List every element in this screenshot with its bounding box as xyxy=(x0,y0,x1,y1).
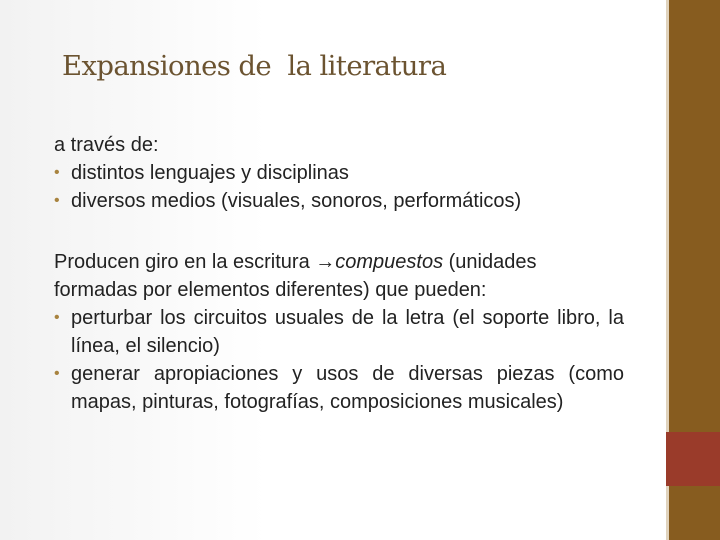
paragraph-prefix: Producen giro en la escritura xyxy=(54,251,316,273)
bullet-text: distintos lenguajes y disciplinas xyxy=(71,162,349,184)
bullet-icon: • xyxy=(54,192,60,209)
bullet-text: diversos medios (visuales, sonoros, performáticos) xyxy=(71,190,522,212)
arrow-icon: → xyxy=(315,251,336,273)
paragraph-line-2: formadas por elementos diferentes) que pueden: xyxy=(54,279,487,301)
list-item xyxy=(54,304,624,360)
bullet-text: perturbar los circuitos usuales de la letra (el soporte libro, la línea, el silencio) xyxy=(71,307,624,357)
paragraph-emphasis: compuestos xyxy=(335,251,444,273)
paragraph-line xyxy=(54,248,624,276)
bullet-icon: • xyxy=(54,365,60,382)
bullet-icon: • xyxy=(54,164,60,181)
slide-title: Expansiones de la literatura xyxy=(62,50,447,82)
slide-body xyxy=(54,131,624,416)
list-item xyxy=(54,159,624,187)
list-item xyxy=(54,360,624,416)
paragraph-suffix: (unidades xyxy=(443,251,537,273)
list-item xyxy=(54,187,624,215)
sidebar-accent-block xyxy=(666,432,720,486)
decorative-sidebar xyxy=(666,0,720,540)
bullet-icon: • xyxy=(54,309,60,326)
intro-text: a través de: xyxy=(54,134,159,156)
bullet-text: generar apropiaciones y usos de diversas piezas (como mapas, pinturas, fotografías, composiciones musicales) xyxy=(71,363,624,413)
